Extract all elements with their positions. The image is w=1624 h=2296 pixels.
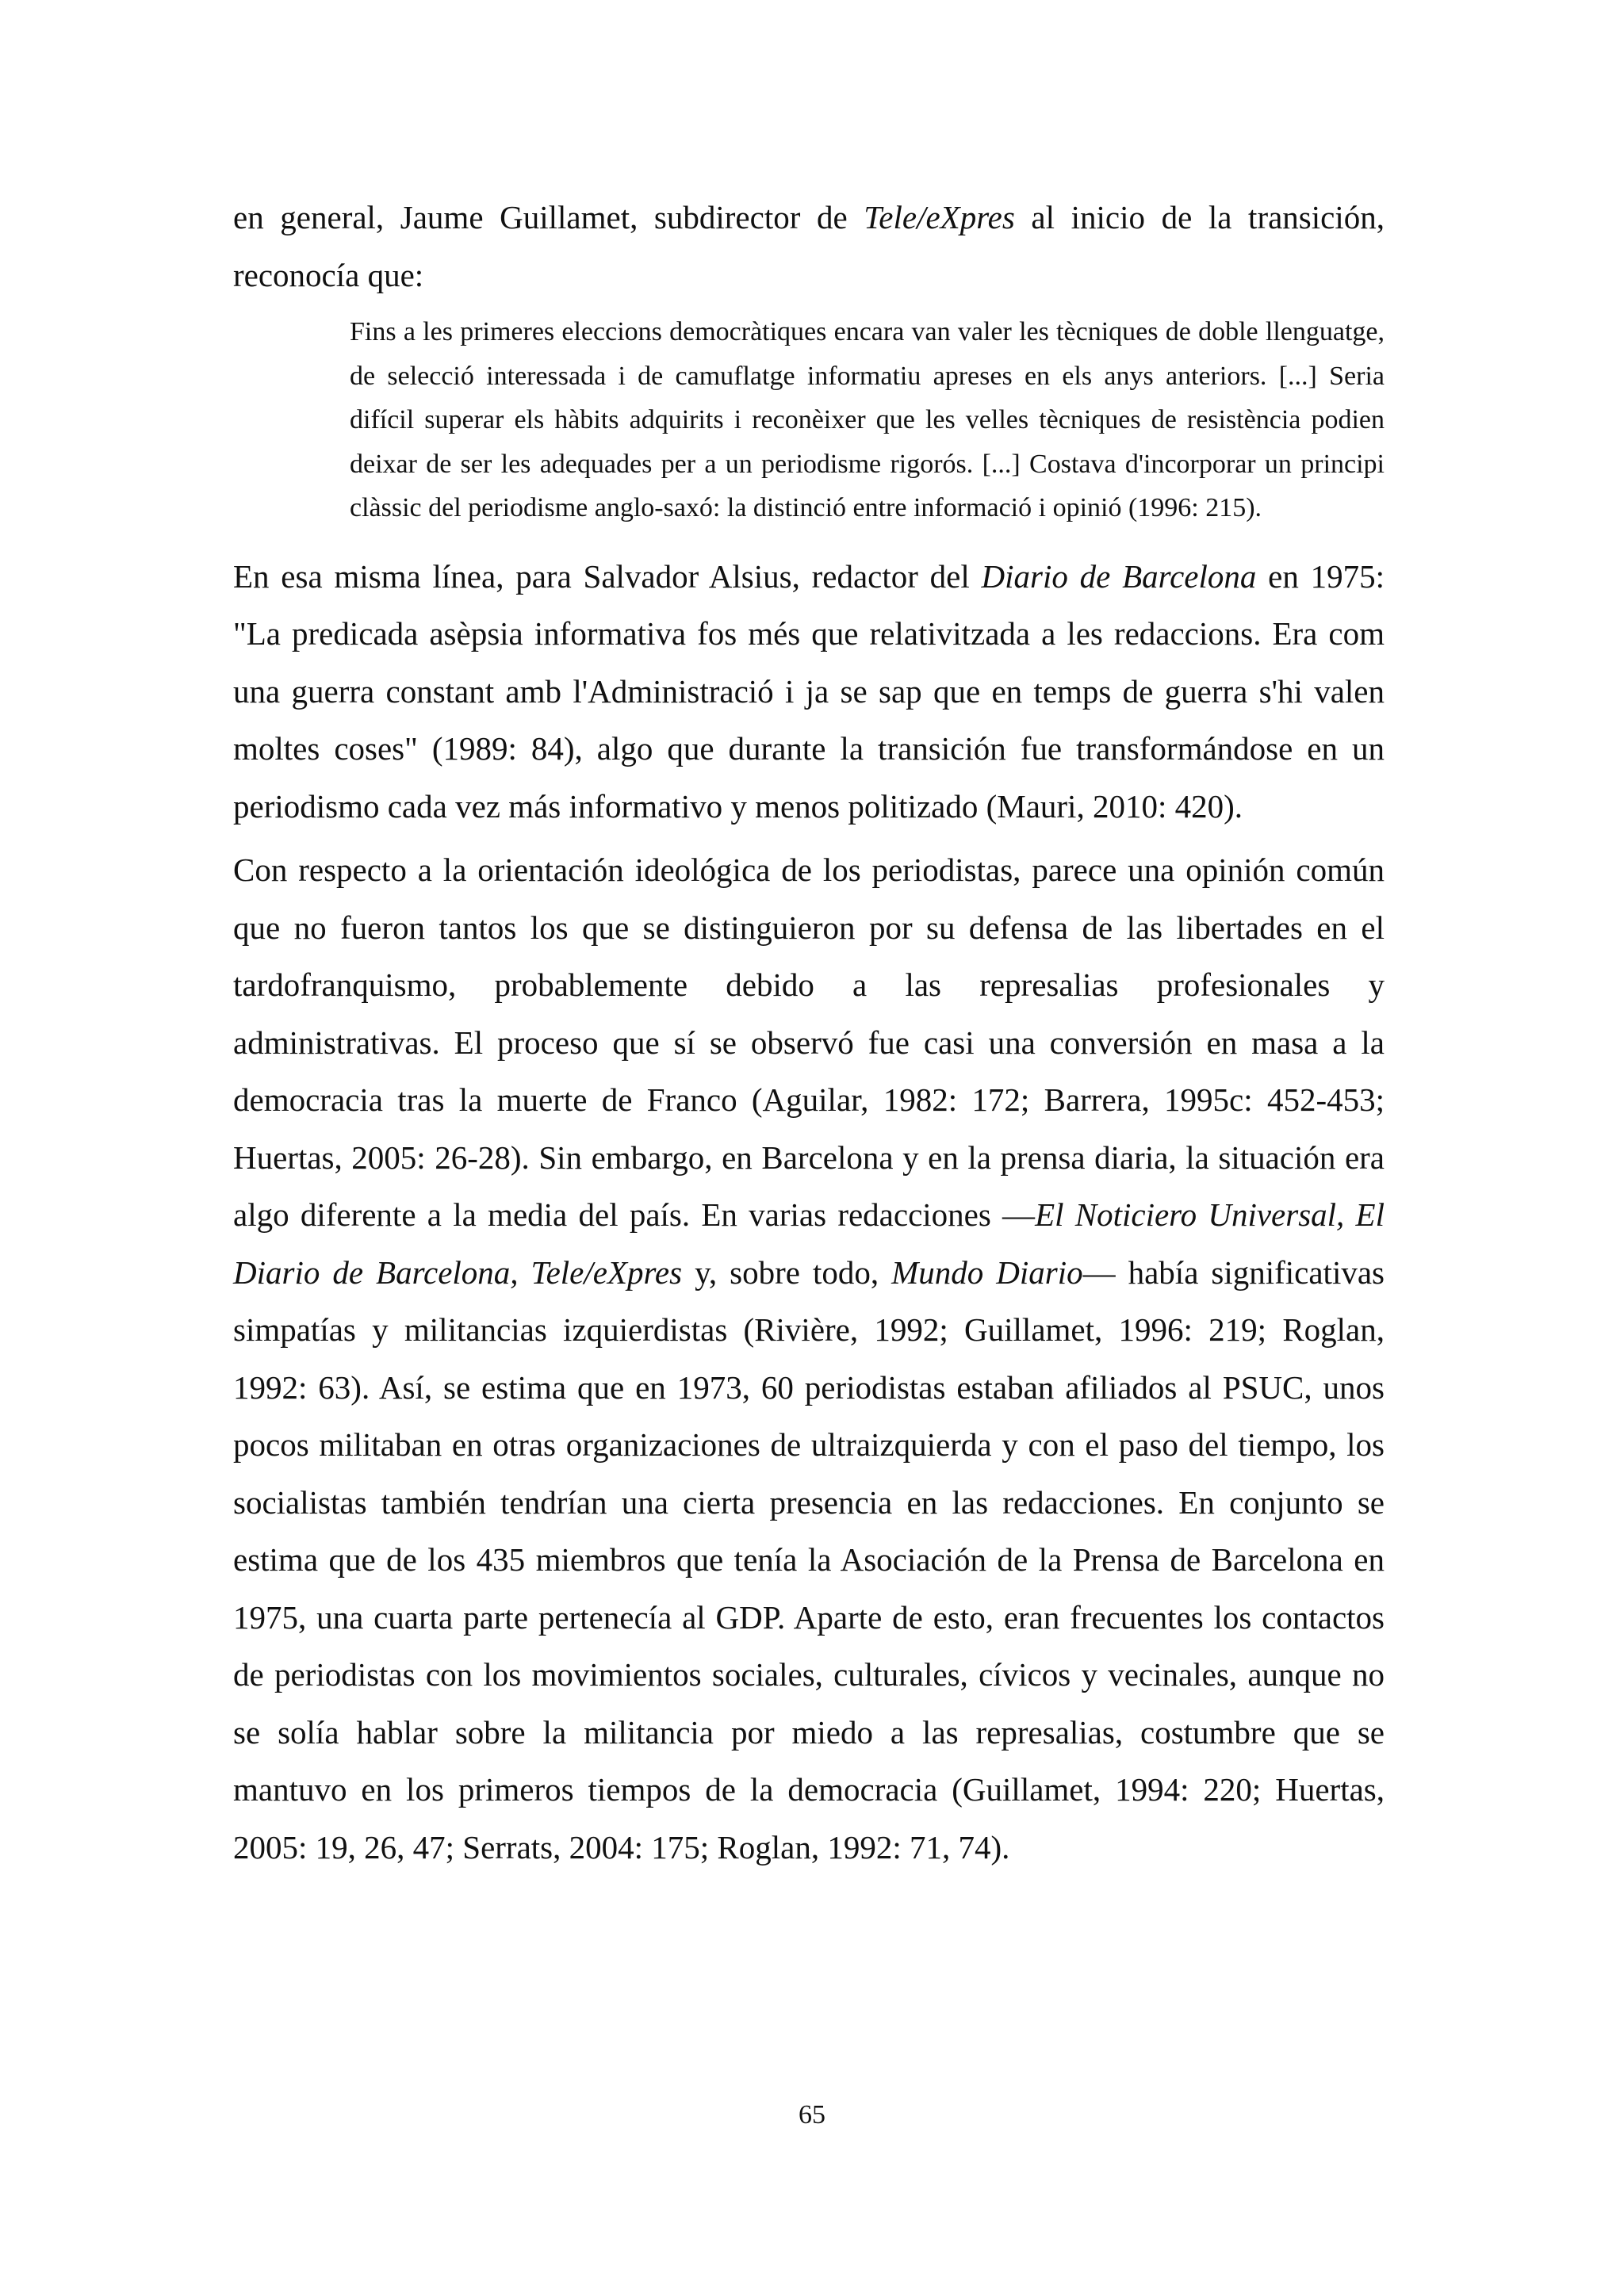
publication-title-teleexpres: Tele/eXpres (864, 199, 1015, 235)
paragraph-alsius-text-b: en 1975: "La predicada asèpsia informativa fos més que relativitzada a les redaccions. Era com una guerra constant amb l'Administració i ja se sap que en temps de guerra s'hi valen moltes coses" (1989: 84), algo que durante la transición fue transformándose en un periodismo cada vez más informativo y menos politizado (Mauri, 2010: 420). (233, 557, 1385, 825)
paragraph-intro (233, 189, 1385, 304)
block-quote: Fins a les primeres eleccions democràtiques encara van valer les tècniques de doble llenguatge, de selecció interessada i de camuflatge informatiu apreses en els anys anteriors. [...] Seria difícil superar els hàbits adquirits i reconèixer que les velles tècniques de resistència podien deixar de ser les adequades per a un periodisme rigorós. [...] Costava d'incorporar un principi clàssic del periodisme anglo-saxó: la distinció entre informació i opinió (1996: 215). (350, 317, 1385, 522)
paragraph-intro-text-a: en general, Jaume Guillamet, subdirector de (233, 199, 864, 235)
publication-title-diario-de-barcelona: Diario de Barcelona (981, 557, 1257, 595)
body-text-column (233, 189, 1385, 1876)
paragraph-ideology-text-c: — había significativas simpatías y militancias izquierdistas (Rivière, 1992; Guillamet, 1996: 219; Roglan, 1992: 63). Así, se estima que en 1973, 60 periodistas estaban afiliados al PSUC, unos pocos militaban en otras organizaciones de ultraizquierda y con el paso del tiempo, los socialistas también tendrían una cierta presencia en las redacciones. En conjunto se estima que de los 435 miembros que tenía la Asociación de la Prensa de Barcelona en 1975, una cuarta parte pertenecía al GDP. Aparte de esto, eran frecuentes los contactos de periodistas con los movimientos sociales, culturales, cívicos y vecinales, aunque no se solía hablar sobre la militancia por miedo a las represalias, costumbre que se mantuvo en los primeros tiempos de la democracia (Guillamet, 1994: 220; Huertas, 2005: 19, 26, 47; Serrats, 2004: 175; Roglan, 1992: 71, 74). (233, 1253, 1385, 1866)
paragraph-ideology (233, 841, 1385, 1876)
publication-title-mundo-diario: Mundo Diario (891, 1253, 1083, 1291)
paragraph-ideology-text-b: y, sobre todo, (682, 1253, 892, 1291)
publication-titles-list: El Noticiero Universal, El Diario de Barcelona, Tele/eXpres (233, 1196, 1385, 1291)
paragraph-alsius (233, 548, 1385, 836)
page-number: 65 (799, 2100, 825, 2130)
paragraph-alsius-text-a: En esa misma línea, para Salvador Alsius, redactor del (233, 557, 982, 595)
paragraph-ideology-text-a: Con respecto a la orientación ideológica de los periodistas, parece una opinión común que no fueron tantos los que se distinguieron por su defensa de las libertades en el tardofranquismo, probablemente debido a las represalias profesionales y administrativas. El proceso que sí se observó fue casi una conversión en masa a la democracia tras la muerte de Franco (Aguilar, 1982: 172; Barrera, 1995c: 452-453; Huertas, 2005: 26-28). Sin embargo, en Barcelona y en la prensa diaria, la situación era algo diferente a la media del país. En varias redacciones — (233, 851, 1385, 1233)
paragraph-intro-text-b: al inicio de la transición, reconocía que: (233, 199, 1385, 293)
